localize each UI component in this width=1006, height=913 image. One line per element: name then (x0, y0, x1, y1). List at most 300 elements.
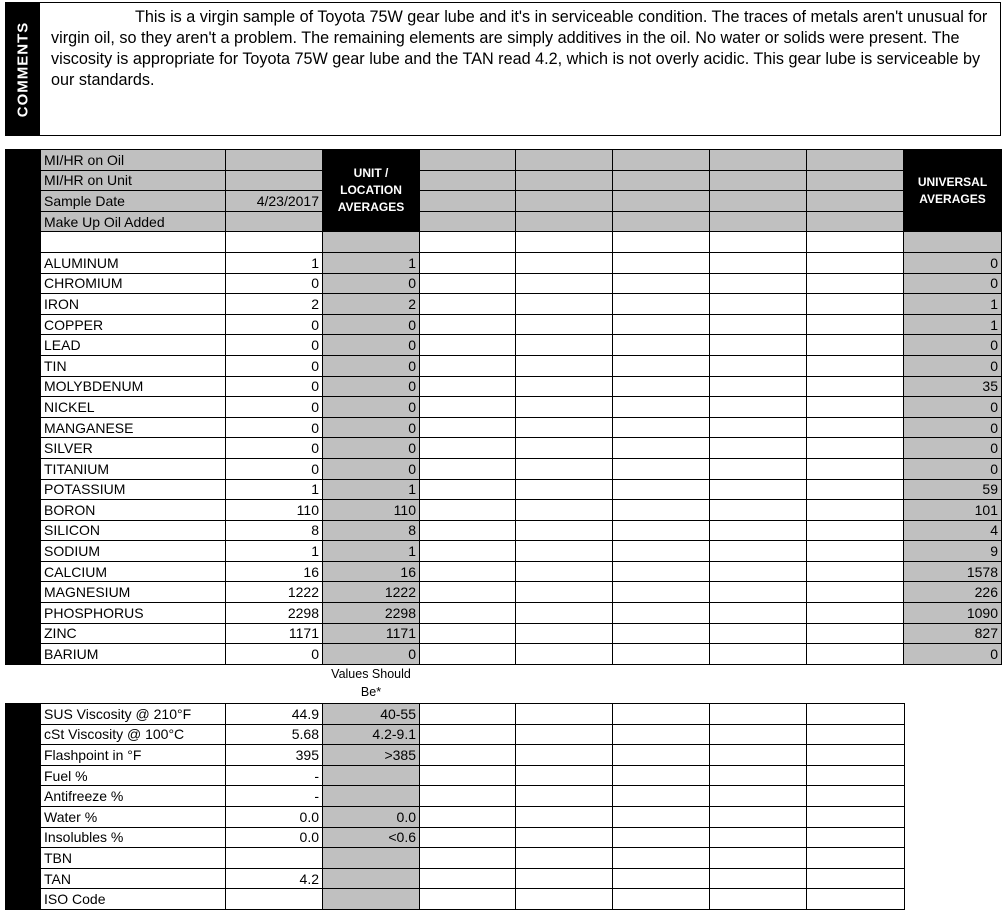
element-unit-average: 0 (323, 335, 420, 356)
spacer-cell (904, 232, 1002, 253)
element-unit-average: 1 (323, 541, 420, 562)
element-empty-cell (516, 376, 613, 397)
property-empty-cell (613, 786, 710, 807)
element-row (6, 273, 1002, 294)
element-row (6, 603, 1002, 624)
property-empty-cell (710, 889, 807, 910)
elements-table (5, 149, 1002, 665)
property-empty-cell (807, 786, 905, 807)
property-should-be (323, 786, 420, 807)
property-should-be: <0.6 (323, 827, 420, 848)
spacer-cell (516, 232, 613, 253)
element-empty-cell (516, 458, 613, 479)
property-empty-cell (516, 765, 613, 786)
element-empty-cell (613, 438, 710, 459)
header-empty-cell (613, 170, 710, 191)
element-empty-cell (420, 541, 516, 562)
property-empty-cell (710, 724, 807, 745)
comments-label: COMMENTS (14, 21, 31, 117)
element-empty-cell (710, 541, 807, 562)
element-name: SODIUM (41, 541, 226, 562)
element-unit-average: 0 (323, 397, 420, 418)
element-universal-average: 0 (904, 273, 1002, 294)
property-sample-value: - (226, 786, 323, 807)
element-unit-average: 1171 (323, 623, 420, 644)
element-unit-average: 0 (323, 273, 420, 294)
property-sample-value: - (226, 765, 323, 786)
element-empty-cell (710, 252, 807, 273)
header-empty-cell (807, 211, 904, 232)
element-universal-average: 1578 (904, 561, 1002, 582)
element-empty-cell (613, 355, 710, 376)
property-empty-cell (613, 889, 710, 910)
element-unit-average: 0 (323, 438, 420, 459)
header-empty-cell (710, 150, 807, 171)
element-universal-average: 226 (904, 582, 1002, 603)
element-sample-value: 0 (226, 314, 323, 335)
element-empty-cell (516, 335, 613, 356)
element-row (6, 397, 1002, 418)
properties-side-label: PROPERTIES (14, 747, 31, 866)
element-sample-value: 1 (226, 252, 323, 273)
element-unit-average: 1222 (323, 582, 420, 603)
property-should-be (323, 765, 420, 786)
element-empty-cell (807, 541, 904, 562)
property-sample-value: 395 (226, 745, 323, 766)
element-empty-cell (516, 417, 613, 438)
property-empty-cell (516, 868, 613, 889)
element-empty-cell (613, 561, 710, 582)
element-empty-cell (516, 644, 613, 665)
element-name: MAGNESIUM (41, 582, 226, 603)
header-empty-cell (613, 150, 710, 171)
element-row (6, 561, 1002, 582)
element-name: MANGANESE (41, 417, 226, 438)
element-empty-cell (613, 252, 710, 273)
element-sample-value: 1171 (226, 623, 323, 644)
element-sample-value: 0 (226, 417, 323, 438)
element-empty-cell (420, 458, 516, 479)
property-row (6, 786, 905, 807)
element-empty-cell (807, 252, 904, 273)
header-value: 4/23/2017 (226, 191, 323, 212)
element-empty-cell (710, 479, 807, 500)
element-empty-cell (516, 541, 613, 562)
element-row (6, 355, 1002, 376)
blank-cell (6, 665, 41, 704)
element-empty-cell (420, 520, 516, 541)
element-empty-cell (710, 603, 807, 624)
property-empty-cell (807, 889, 905, 910)
element-empty-cell (807, 623, 904, 644)
header-empty-cell (807, 191, 904, 212)
property-should-be: 40-55 (323, 704, 420, 725)
element-empty-cell (516, 294, 613, 315)
property-should-be (323, 889, 420, 910)
element-name: ALUMINUM (41, 252, 226, 273)
element-row (6, 479, 1002, 500)
property-empty-cell (420, 786, 516, 807)
property-sample-value (226, 889, 323, 910)
element-name: TIN (41, 355, 226, 376)
property-row (6, 724, 905, 745)
element-sample-value: 8 (226, 520, 323, 541)
header-empty-cell (710, 191, 807, 212)
element-empty-cell (807, 644, 904, 665)
element-unit-average: 2298 (323, 603, 420, 624)
element-sample-value: 1222 (226, 582, 323, 603)
element-sample-value: 0 (226, 376, 323, 397)
element-name: BARIUM (41, 644, 226, 665)
element-empty-cell (516, 479, 613, 500)
element-empty-cell (807, 294, 904, 315)
element-row (6, 520, 1002, 541)
spacer-cell (807, 232, 904, 253)
element-empty-cell (516, 397, 613, 418)
header-label: Make Up Oil Added (41, 211, 226, 232)
element-sample-value: 0 (226, 458, 323, 479)
element-empty-cell (710, 417, 807, 438)
element-unit-average: 0 (323, 355, 420, 376)
property-empty-cell (420, 848, 516, 869)
element-empty-cell (420, 603, 516, 624)
property-empty-cell (807, 848, 905, 869)
property-row (6, 827, 905, 848)
element-empty-cell (420, 417, 516, 438)
element-empty-cell (807, 603, 904, 624)
element-empty-cell (516, 355, 613, 376)
element-empty-cell (807, 335, 904, 356)
element-unit-average: 0 (323, 417, 420, 438)
property-empty-cell (516, 724, 613, 745)
property-row (6, 889, 905, 910)
element-universal-average: 59 (904, 479, 1002, 500)
element-empty-cell (710, 582, 807, 603)
element-empty-cell (516, 561, 613, 582)
element-empty-cell (420, 273, 516, 294)
property-empty-cell (710, 704, 807, 725)
element-name: LEAD (41, 335, 226, 356)
property-name: Fuel % (41, 765, 226, 786)
spacer-cell (226, 232, 323, 253)
property-should-be (323, 868, 420, 889)
element-name: COPPER (41, 314, 226, 335)
element-row (6, 252, 1002, 273)
property-name: TAN (41, 868, 226, 889)
element-sample-value: 0 (226, 273, 323, 294)
element-empty-cell (613, 417, 710, 438)
element-name: SILVER (41, 438, 226, 459)
element-empty-cell (807, 397, 904, 418)
element-universal-average: 35 (904, 376, 1002, 397)
property-row (6, 868, 905, 889)
element-empty-cell (710, 623, 807, 644)
property-empty-cell (613, 827, 710, 848)
element-empty-cell (613, 500, 710, 521)
element-empty-cell (613, 273, 710, 294)
element-empty-cell (613, 644, 710, 665)
element-sample-value: 2 (226, 294, 323, 315)
element-sample-value: 110 (226, 500, 323, 521)
element-empty-cell (516, 252, 613, 273)
header-label: MI/HR on Unit (41, 170, 226, 191)
property-empty-cell (807, 724, 905, 745)
element-empty-cell (710, 294, 807, 315)
element-sample-value: 1 (226, 479, 323, 500)
header-label: Sample Date (41, 191, 226, 212)
element-empty-cell (420, 500, 516, 521)
property-empty-cell (516, 745, 613, 766)
element-sample-value: 0 (226, 397, 323, 418)
element-empty-cell (420, 294, 516, 315)
property-empty-cell (420, 889, 516, 910)
element-empty-cell (613, 376, 710, 397)
values-should-be-row (6, 665, 905, 704)
header-empty-cell (516, 150, 613, 171)
element-empty-cell (710, 355, 807, 376)
property-empty-cell (613, 806, 710, 827)
element-universal-average: 4 (904, 520, 1002, 541)
element-empty-cell (710, 438, 807, 459)
header-empty-cell (807, 150, 904, 171)
property-sample-value: 44.9 (226, 704, 323, 725)
header-empty-cell (613, 191, 710, 212)
element-empty-cell (807, 479, 904, 500)
element-name: ZINC (41, 623, 226, 644)
element-empty-cell (420, 335, 516, 356)
element-empty-cell (613, 520, 710, 541)
element-empty-cell (420, 479, 516, 500)
element-unit-average: 0 (323, 458, 420, 479)
blank-cell (807, 665, 905, 704)
element-empty-cell (420, 623, 516, 644)
element-empty-cell (516, 582, 613, 603)
element-empty-cell (613, 458, 710, 479)
element-empty-cell (710, 273, 807, 294)
property-should-be (323, 848, 420, 869)
element-empty-cell (710, 397, 807, 418)
element-row (6, 335, 1002, 356)
element-name: NICKEL (41, 397, 226, 418)
elements-side-label: ELEMENTS IN PARTS PER MILLION (13, 281, 32, 615)
property-should-be: >385 (323, 745, 420, 766)
blank-cell (41, 665, 226, 704)
property-empty-cell (710, 848, 807, 869)
element-unit-average: 8 (323, 520, 420, 541)
element-unit-average: 0 (323, 376, 420, 397)
element-empty-cell (807, 376, 904, 397)
header-empty-cell (710, 170, 807, 191)
property-empty-cell (710, 827, 807, 848)
element-empty-cell (807, 438, 904, 459)
values-should-be-label: Values Should Be* (331, 667, 411, 699)
element-empty-cell (710, 314, 807, 335)
element-universal-average: 1 (904, 314, 1002, 335)
property-empty-cell (710, 765, 807, 786)
property-empty-cell (420, 704, 516, 725)
element-row (6, 438, 1002, 459)
element-unit-average: 1 (323, 479, 420, 500)
element-row (6, 644, 1002, 665)
element-empty-cell (420, 314, 516, 335)
property-empty-cell (516, 848, 613, 869)
property-name: Flashpoint in °F (41, 745, 226, 766)
header-empty-cell (807, 170, 904, 191)
property-should-be: 0.0 (323, 806, 420, 827)
header-empty-cell (516, 211, 613, 232)
property-empty-cell (613, 868, 710, 889)
element-empty-cell (420, 252, 516, 273)
property-empty-cell (710, 806, 807, 827)
element-sample-value: 0 (226, 335, 323, 356)
element-row (6, 376, 1002, 397)
element-unit-average: 0 (323, 644, 420, 665)
element-empty-cell (613, 541, 710, 562)
element-row (6, 541, 1002, 562)
element-empty-cell (613, 335, 710, 356)
element-universal-average: 0 (904, 335, 1002, 356)
header-label: MI/HR on Oil (41, 150, 226, 171)
property-sample-value: 4.2 (226, 868, 323, 889)
element-empty-cell (807, 520, 904, 541)
property-name: SUS Viscosity @ 210°F (41, 704, 226, 725)
element-empty-cell (807, 458, 904, 479)
element-sample-value: 16 (226, 561, 323, 582)
property-sample-value: 5.68 (226, 724, 323, 745)
property-empty-cell (420, 765, 516, 786)
element-name: PHOSPHORUS (41, 603, 226, 624)
property-empty-cell (710, 786, 807, 807)
property-name: Antifreeze % (41, 786, 226, 807)
element-empty-cell (613, 294, 710, 315)
element-empty-cell (516, 520, 613, 541)
element-universal-average: 0 (904, 644, 1002, 665)
element-name: POTASSIUM (41, 479, 226, 500)
element-name: CHROMIUM (41, 273, 226, 294)
element-universal-average: 0 (904, 397, 1002, 418)
element-row (6, 500, 1002, 521)
header-value (226, 211, 323, 232)
property-empty-cell (420, 868, 516, 889)
property-empty-cell (613, 745, 710, 766)
blank-cell (710, 665, 807, 704)
property-sample-value: 0.0 (226, 827, 323, 848)
header-side-bar (6, 150, 41, 232)
spacer-cell (613, 232, 710, 253)
element-universal-average: 1090 (904, 603, 1002, 624)
property-row (6, 745, 905, 766)
element-empty-cell (516, 623, 613, 644)
element-empty-cell (710, 520, 807, 541)
element-empty-cell (516, 314, 613, 335)
unit-location-averages-header: UNIT / LOCATION AVERAGES (323, 150, 420, 232)
element-empty-cell (613, 314, 710, 335)
element-empty-cell (516, 603, 613, 624)
element-universal-average: 0 (904, 458, 1002, 479)
element-empty-cell (420, 355, 516, 376)
property-empty-cell (516, 889, 613, 910)
spacer-cell (710, 232, 807, 253)
element-sample-value: 2298 (226, 603, 323, 624)
property-empty-cell (516, 827, 613, 848)
property-empty-cell (420, 724, 516, 745)
element-name: IRON (41, 294, 226, 315)
element-empty-cell (710, 458, 807, 479)
element-empty-cell (807, 314, 904, 335)
header-empty-cell (420, 211, 516, 232)
element-sample-value: 0 (226, 438, 323, 459)
element-universal-average: 101 (904, 500, 1002, 521)
blank-cell (613, 665, 710, 704)
properties-side-bar (6, 704, 41, 910)
element-unit-average: 0 (323, 314, 420, 335)
universal-averages-header: UNIVERSAL AVERAGES (904, 150, 1002, 232)
element-empty-cell (710, 376, 807, 397)
element-empty-cell (807, 355, 904, 376)
element-row (6, 294, 1002, 315)
element-name: CALCIUM (41, 561, 226, 582)
property-empty-cell (420, 827, 516, 848)
element-empty-cell (613, 623, 710, 644)
element-empty-cell (516, 500, 613, 521)
element-empty-cell (710, 644, 807, 665)
header-value (226, 170, 323, 191)
element-name: BORON (41, 500, 226, 521)
header-row (6, 150, 1002, 171)
element-universal-average: 0 (904, 355, 1002, 376)
element-universal-average: 1 (904, 294, 1002, 315)
element-name: MOLYBDENUM (41, 376, 226, 397)
element-empty-cell (420, 376, 516, 397)
element-empty-cell (420, 397, 516, 418)
header-empty-cell (613, 211, 710, 232)
element-empty-cell (807, 561, 904, 582)
element-unit-average: 1 (323, 252, 420, 273)
property-empty-cell (420, 745, 516, 766)
header-row (6, 191, 1002, 212)
element-universal-average: 0 (904, 438, 1002, 459)
element-empty-cell (807, 582, 904, 603)
blank-cell (226, 665, 323, 704)
element-empty-cell (613, 397, 710, 418)
element-sample-value: 0 (226, 644, 323, 665)
header-empty-cell (420, 150, 516, 171)
property-empty-cell (710, 745, 807, 766)
property-should-be: 4.2-9.1 (323, 724, 420, 745)
property-row (6, 765, 905, 786)
element-sample-value: 1 (226, 541, 323, 562)
element-empty-cell (710, 561, 807, 582)
element-empty-cell (807, 500, 904, 521)
element-empty-cell (613, 479, 710, 500)
spacer-row (6, 232, 1002, 253)
header-row (6, 170, 1002, 191)
element-unit-average: 110 (323, 500, 420, 521)
element-empty-cell (613, 582, 710, 603)
element-empty-cell (807, 273, 904, 294)
property-empty-cell (807, 765, 905, 786)
element-row (6, 582, 1002, 603)
property-name: TBN (41, 848, 226, 869)
element-name: SILICON (41, 520, 226, 541)
header-empty-cell (516, 191, 613, 212)
comments-text: This is a virgin sample of Toyota 75W gear lube and it's in serviceable condition. The traces of metals aren't unusual for virgin oil, so they aren't a problem. The remaining elements are simply additives in the oil. No water or solids were present. The viscosity is appropriate for Toyota 75W gear lube and the TAN read 4.2, which is not overly acidic. This gear lube is serviceable by our standards. (40, 2, 1001, 136)
property-empty-cell (807, 827, 905, 848)
property-name: ISO Code (41, 889, 226, 910)
element-empty-cell (613, 603, 710, 624)
property-row (6, 806, 905, 827)
property-sample-value (226, 848, 323, 869)
